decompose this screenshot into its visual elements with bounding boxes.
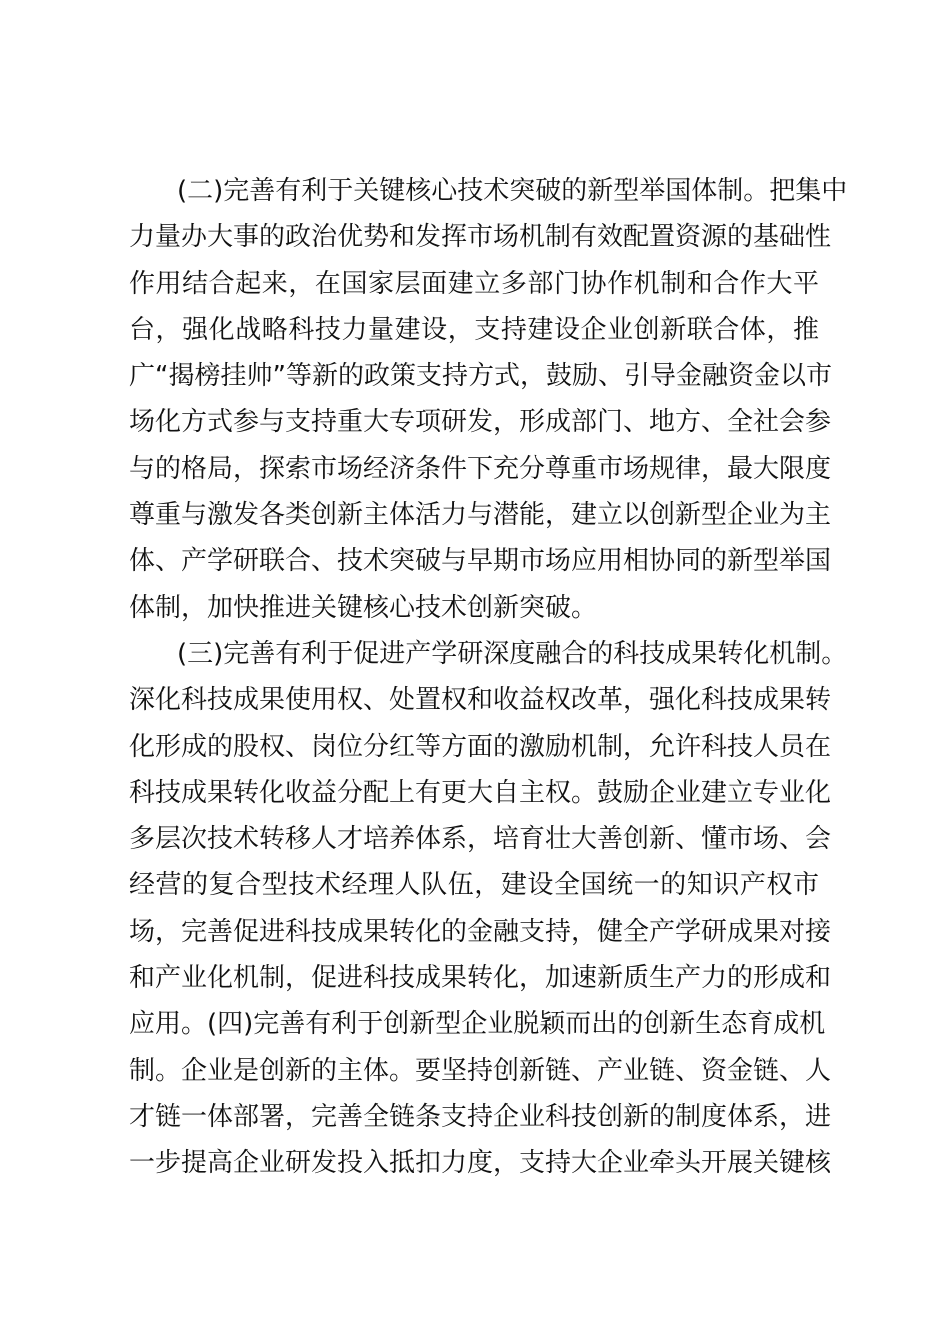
text-line: 体、产学研联合、技术突破与早期市场应用相协同的新型举国 [129,546,832,577]
text-line: 尊重与激发各类创新主体活力与潜能，建立以创新型企业为主 [129,500,832,531]
body-text [129,168,848,1187]
text-line: 场化方式参与支持重大专项研发，形成部门、地方、全社会参 [129,407,832,438]
text-line: 经营的复合型技术经理人队伍，建设全国统一的知识产权市 [129,870,819,901]
text-line: 作用结合起来，在国家层面建立多部门协作机制和合作大平 [129,268,819,299]
text-line: (二)完善有利于关键核心技术突破的新型举国体制。把集中 [177,176,848,206]
text-line: 才链一体部署，完善全链条支持企业科技创新的制度体系，进 [129,1101,832,1132]
text-line: 广“揭榜挂帅”等新的政策支持方式，鼓励、引导金融资金以市 [129,361,832,392]
text-line: 和产业化机制，促进科技成果转化，加速新质生产力的形成和 [129,963,832,994]
text-line: 台，强化战略科技力量建设，支持建设企业创新联合体，推 [129,314,819,345]
text-line: 多层次技术转移人才培养体系，培育壮大善创新、懂市场、会 [129,824,832,855]
text-line: 体制，加快推进关键核心技术创新突破。 [129,592,598,623]
text-line: (三)完善有利于促进产学研深度融合的科技成果转化机制。 [177,638,848,669]
text-line: 力量办大事的政治优势和发挥市场机制有效配置资源的基础性 [129,222,832,253]
text-line: 一步提高企业研发投入抵扣力度，支持大企业牵头开展关键核 [129,1148,832,1179]
text-line: 科技成果转化收益分配上有更大自主权。鼓励企业建立专业化 [129,777,832,808]
text-line: 深化科技成果使用权、处置权和收益权改革，强化科技成果转 [129,685,832,716]
text-line: 场，完善促进科技成果转化的金融支持，健全产学研成果对接 [129,916,832,947]
text-line: 与的格局，探索市场经济条件下充分尊重市场规律，最大限度 [129,453,832,484]
text-line: 制。企业是创新的主体。要坚持创新链、产业链、资金链、人 [129,1055,832,1086]
text-line: 化形成的股权、岗位分红等方面的激励机制，允许科技人员在 [129,731,832,762]
text-line: 应用。(四)完善有利于创新型企业脱颖而出的创新生态育成机 [129,1009,826,1040]
